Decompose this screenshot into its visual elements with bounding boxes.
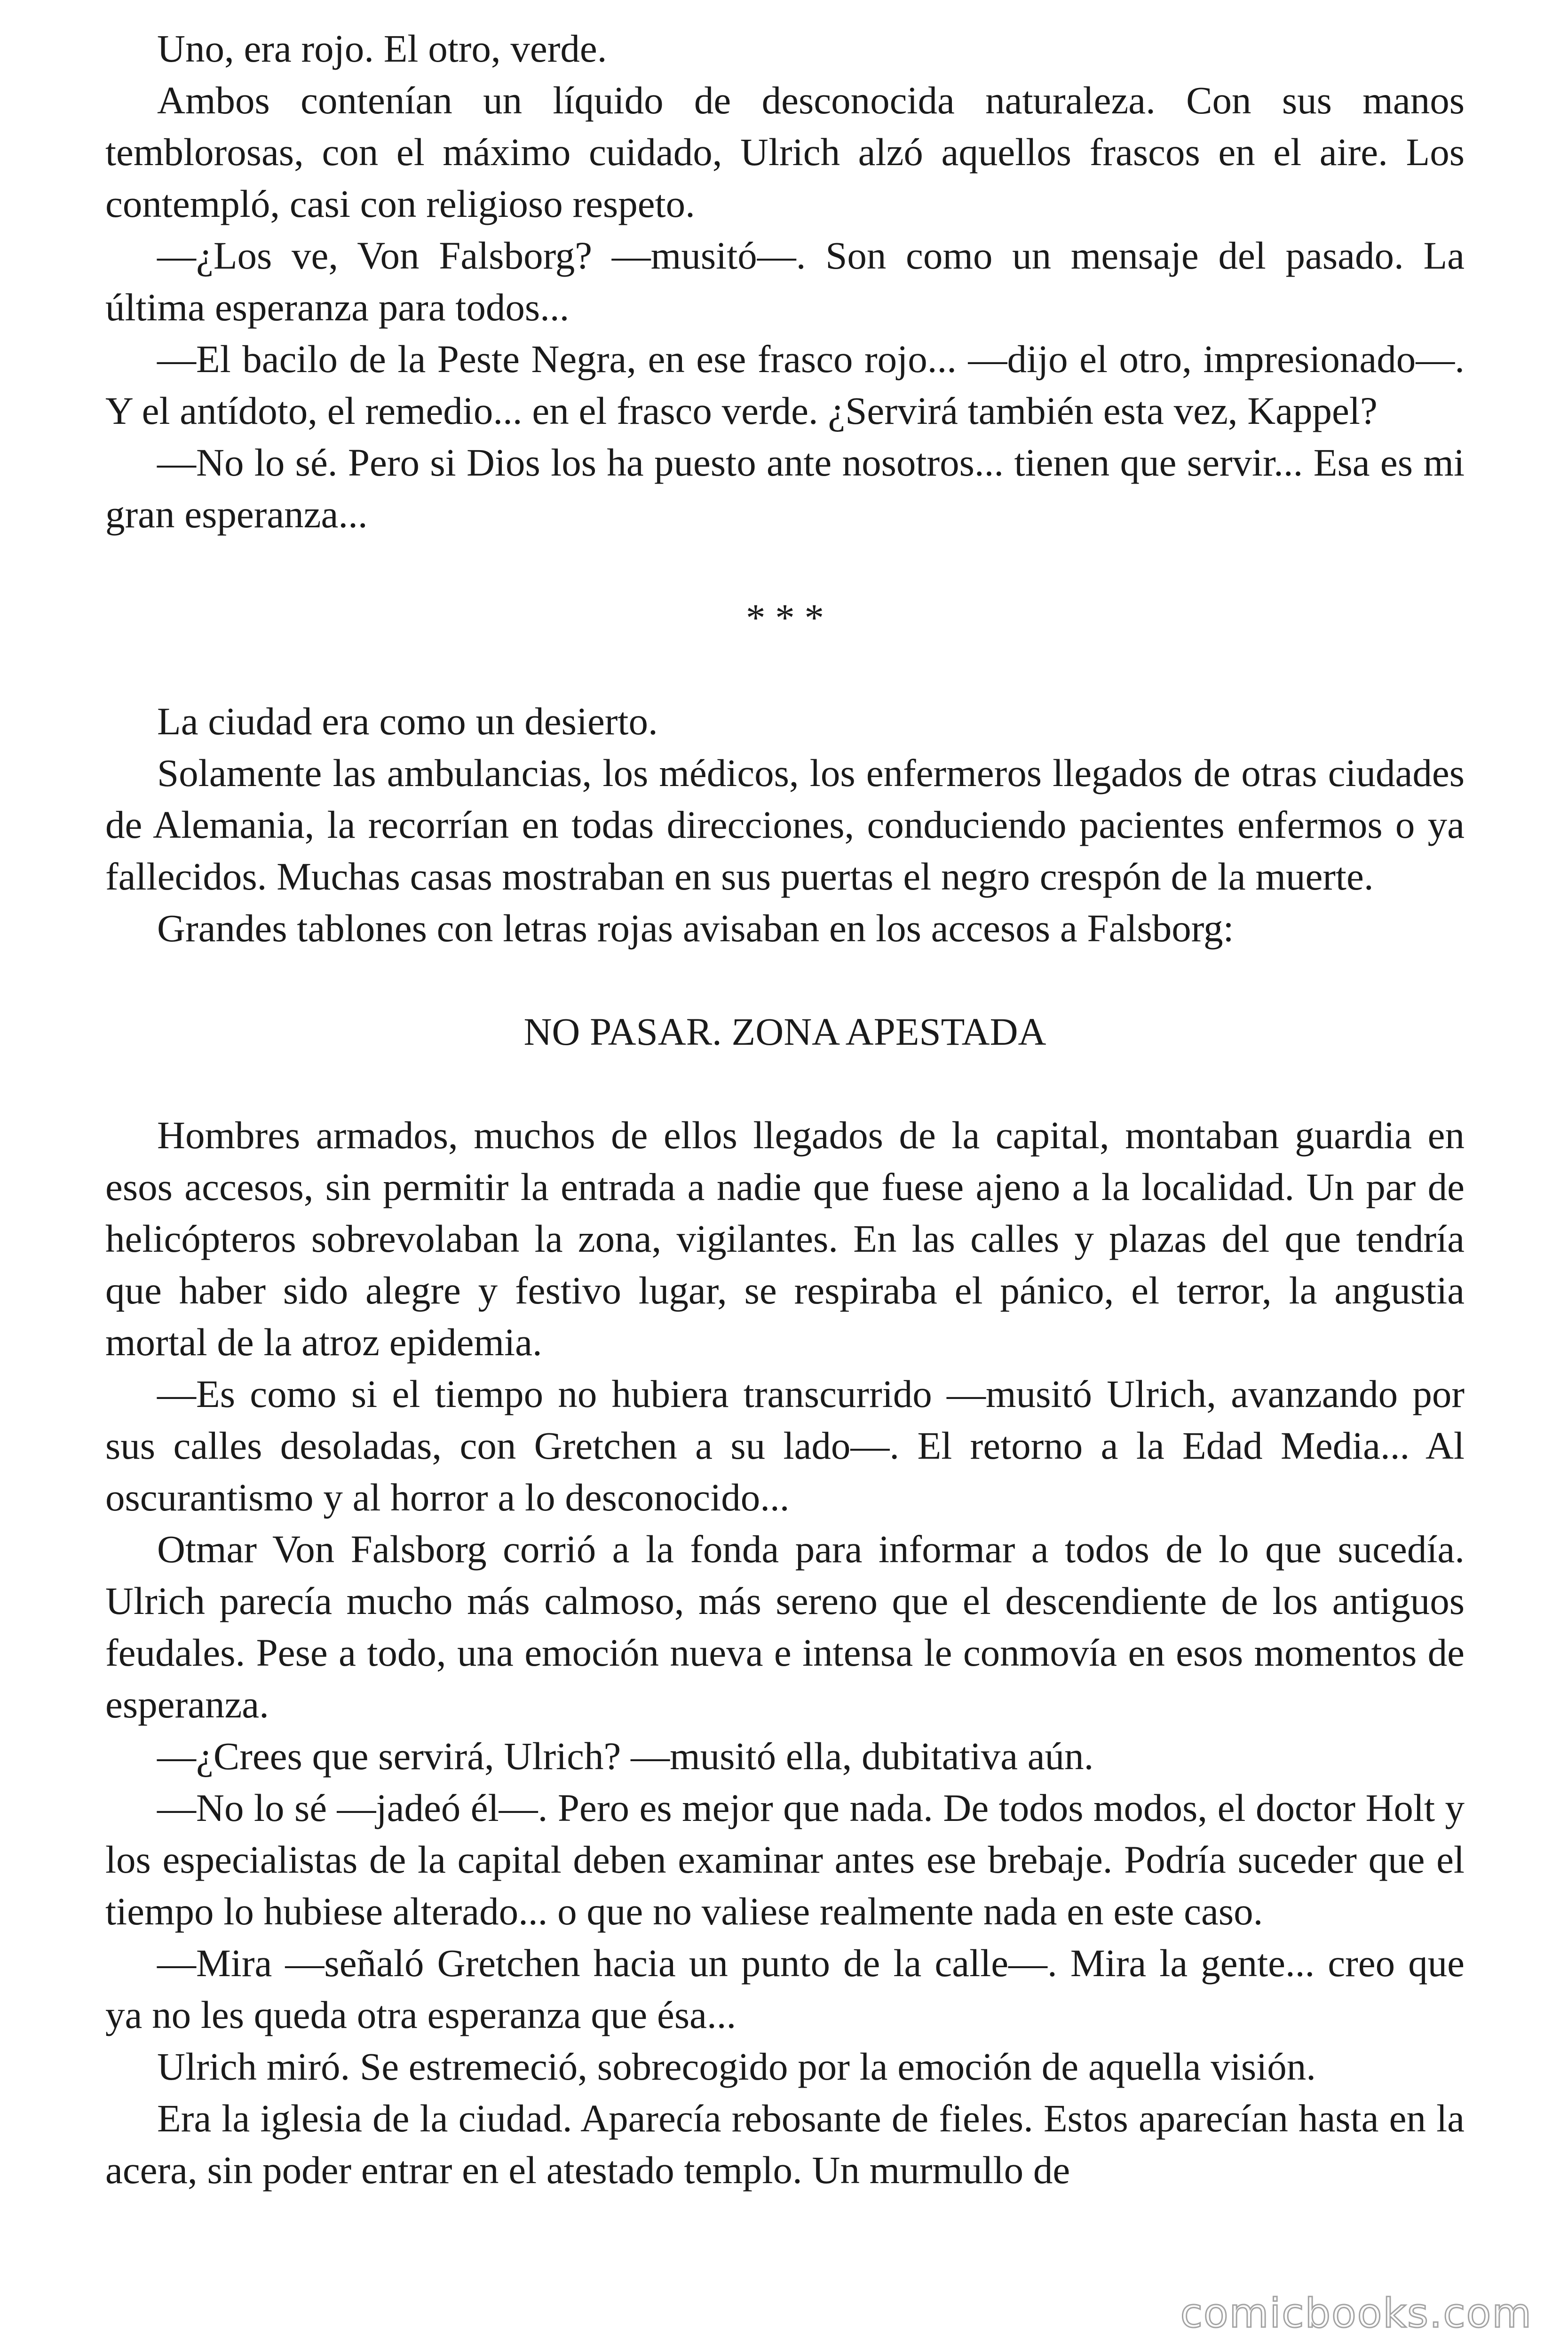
paragraph: Ambos contenían un líquido de desconocida naturaleza. Con sus manos temblorosas, con el máximo cuidado, Ulrich alzó aquellos frascos en el aire. Los contempló, casi con religioso respeto. [105,79,1465,225]
paragraph: —¿Los ve, Von Falsborg? —musitó—. Son como un mensaje del pasado. La última esperanza para todos... [105,234,1465,329]
sign-text: NO PASAR. ZONA APESTADA [523,1010,1046,1053]
paragraph: Hombres armados, muchos de ellos llegados de la capital, montaban guardia en esos accesos, sin permitir la entrada a nadie que fuese ajeno a la localidad. Un par de helicópteros sobrevolaban la zona, vigilantes. En las calles y plazas del que tendría que haber sido alegre y festivo lugar, se respiraba el pánico, el terror, la angustia mortal de la atroz epidemia. [105,1113,1465,1364]
paragraph: —¿Crees que servirá, Ulrich? —musitó ella, dubitativa aún. [157,1734,1094,1778]
paragraph: Ulrich miró. Se estremeció, sobrecogido por la emoción de aquella visión. [157,2045,1316,2088]
paragraph: —El bacilo de la Peste Negra, en ese frasco rojo... —dijo el otro, impresionado—. Y el antídoto, el remedio... en el frasco verde. ¿Servirá también esta vez, Kappel? [105,337,1465,432]
paragraph: La ciudad era como un desierto. [157,699,658,743]
paragraph: —No lo sé. Pero si Dios los ha puesto ante nosotros... tienen que servir... Esa es mi gran esperanza... [105,441,1465,536]
paragraph: Solamente las ambulancias, los médicos, los enfermeros llegados de otras ciudades de Alemania, la recorrían en todas direcciones, conduciendo pacientes enfermos o ya fallecidos. Muchas casas mostraban en sus puertas el negro crespón de la muerte. [105,751,1465,898]
paragraph: —No lo sé —jadeó él—. Pero es mejor que nada. De todos modos, el doctor Holt y los especialistas de la capital deben examinar antes ese brebaje. Podría suceder que el tiempo lo hubiese alterado... o que no valiese realmente nada en este caso. [105,1786,1465,1933]
spacer [105,954,1465,1006]
paragraph: —Es como si el tiempo no hubiera transcurrido —musitó Ulrich, avanzando por sus calles desoladas, con Gretchen a su lado—. El retorno a la Edad Media... Al oscurantismo y al horror a lo desconocido... [105,1372,1465,1519]
paragraph: —Mira —señaló Gretchen hacia un punto de la calle—. Mira la gente... creo que ya no les queda otra esperanza que ésa... [105,1941,1465,2036]
paragraph: Uno, era rojo. El otro, verde. [157,27,607,70]
spacer [105,644,1465,695]
section-separator: * * * [746,596,824,639]
paragraph: Otmar Von Falsborg corrió a la fonda para informar a todos de lo que sucedía. Ulrich parecía mucho más calmoso, más sereno que el descendiente de los antiguos feudales. Pese a todo, una emoción nueva e intensa le conmovía en esos momentos de esperanza. [105,1527,1465,1726]
page-text [105,23,1465,2196]
spacer [105,1057,1465,1109]
paragraph: Era la iglesia de la ciudad. Aparecía rebosante de fieles. Estos aparecían hasta en la acera, sin poder entrar en el atestado templo. Un murmullo de [105,2097,1465,2192]
paragraph: Grandes tablones con letras rojas avisaban en los accesos a Falsborg: [157,906,1234,950]
watermark-logo: comicbooks.com [1180,2290,1532,2337]
spacer [105,540,1465,592]
